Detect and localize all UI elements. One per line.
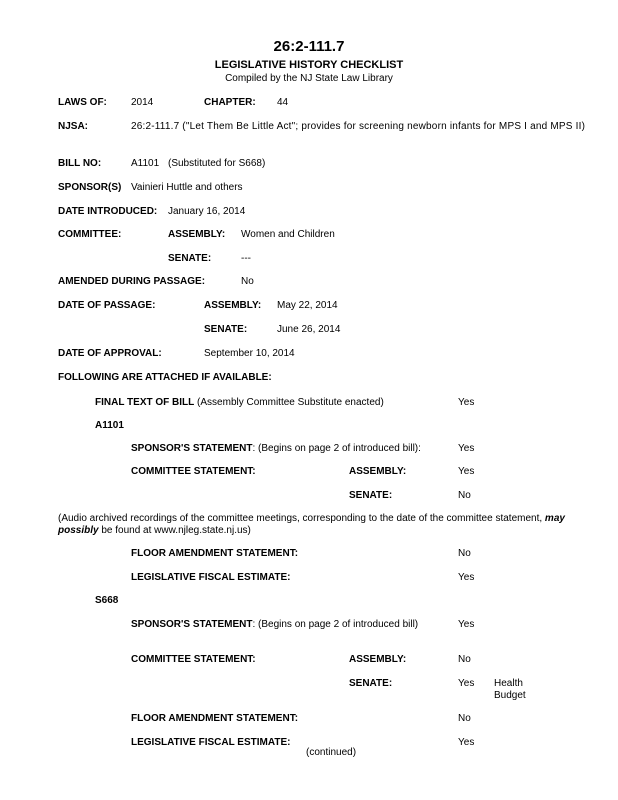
final-text-note: (Assembly Committee Substitute enacted) [197, 397, 384, 408]
njsa-value: 26:2-111.7 ("Let Them Be Little Act"; provides for screening newborn infants for MPS I and MPS II) [131, 121, 586, 132]
bill-substitution-note: (Substituted for S668) [168, 158, 266, 169]
s668-cs-senate-label: SENATE: [349, 678, 393, 689]
committee-assembly-value: Women and Children [241, 229, 335, 240]
s668-committee-statement-label: COMMITTEE STATEMENT: [131, 654, 256, 665]
date-of-approval-label: DATE OF APPROVAL: [58, 348, 162, 359]
s668-fiscal-estimate-value: Yes [458, 737, 475, 748]
sponsors-value: Vainieri Huttle and others [131, 182, 243, 193]
committee-assembly-label: ASSEMBLY: [168, 229, 226, 240]
a1101-sponsor-statement-note: : (Begins on page 2 of introduced bill): [252, 443, 421, 454]
a1101-sponsor-statement-value: Yes [458, 443, 475, 454]
final-text-value: Yes [458, 397, 475, 408]
s668-senate-committee-health: Health [494, 678, 523, 689]
laws-of-value: 2014 [131, 97, 154, 108]
amended-label: AMENDED DURING PASSAGE: [58, 276, 206, 287]
a1101-cs-assembly-value: Yes [458, 466, 475, 477]
final-text-row [95, 397, 384, 409]
a1101-heading: A1101 [95, 420, 124, 431]
s668-heading: S668 [95, 595, 119, 606]
a1101-floor-amendment-value: No [458, 548, 471, 559]
a1101-floor-amendment-label: FLOOR AMENDMENT STATEMENT: [131, 548, 299, 559]
s668-sponsor-statement-row [131, 619, 418, 631]
chapter-label: CHAPTER: [204, 97, 256, 108]
s668-sponsor-statement-label: SPONSOR'S STATEMENT [131, 619, 253, 630]
final-text-label: FINAL TEXT OF BILL [95, 397, 195, 408]
passage-assembly-value: May 22, 2014 [277, 300, 338, 311]
s668-cs-senate-value: Yes [458, 678, 475, 689]
compiled-by: Compiled by the NJ State Law Library [225, 73, 393, 84]
laws-of-label: LAWS OF: [58, 97, 107, 108]
page-title: 26:2-111.7 [273, 38, 345, 55]
a1101-sponsor-statement-row [131, 443, 421, 455]
checklist-heading: LEGISLATIVE HISTORY CHECKLIST [214, 59, 404, 71]
a1101-committee-statement-label: COMMITTEE STATEMENT: [131, 466, 256, 477]
s668-fiscal-estimate-label: LEGISLATIVE FISCAL ESTIMATE: [131, 737, 291, 748]
attached-heading: FOLLOWING ARE ATTACHED IF AVAILABLE: [58, 372, 272, 383]
audio-note-emphasis: may possibly [58, 513, 565, 536]
passage-senate-label: SENATE: [204, 324, 248, 335]
a1101-cs-assembly-label: ASSEMBLY: [349, 466, 407, 477]
bill-no-label: BILL NO: [58, 158, 102, 169]
a1101-fiscal-estimate-value: Yes [458, 572, 475, 583]
committee-senate-value: --- [241, 253, 251, 264]
audio-note-start: (Audio archived recordings of the committee meetings, corresponding to the date of the committee statement, [58, 513, 545, 524]
s668-floor-amendment-value: No [458, 713, 471, 724]
passage-assembly-label: ASSEMBLY: [204, 300, 262, 311]
a1101-fiscal-estimate-label: LEGISLATIVE FISCAL ESTIMATE: [131, 572, 291, 583]
s668-cs-assembly-label: ASSEMBLY: [349, 654, 407, 665]
s668-senate-committee-budget: Budget [494, 690, 526, 701]
a1101-cs-senate-value: No [458, 490, 471, 501]
audio-archive-note [58, 513, 608, 537]
date-of-approval-value: September 10, 2014 [204, 348, 295, 359]
s668-cs-assembly-value: No [458, 654, 471, 665]
continued-note: (continued) [306, 747, 357, 758]
committee-senate-label: SENATE: [168, 253, 212, 264]
bill-no-value: A1101 [131, 158, 160, 169]
passage-senate-value: June 26, 2014 [277, 324, 341, 335]
date-introduced-label: DATE INTRODUCED: [58, 206, 158, 217]
s668-sponsor-statement-note: : (Begins on page 2 of introduced bill) [252, 619, 419, 630]
committee-label: COMMITTEE: [58, 229, 122, 240]
s668-floor-amendment-label: FLOOR AMENDMENT STATEMENT: [131, 713, 299, 724]
audio-note-end: be found at www.njleg.state.nj.us) [98, 525, 251, 536]
njsa-label: NJSA: [58, 121, 89, 132]
a1101-sponsor-statement-label: SPONSOR'S STATEMENT [131, 443, 253, 454]
date-of-passage-label: DATE OF PASSAGE: [58, 300, 156, 311]
chapter-value: 44 [277, 97, 289, 108]
date-introduced-value: January 16, 2014 [168, 206, 246, 217]
amended-value: No [241, 276, 254, 287]
a1101-cs-senate-label: SENATE: [349, 490, 393, 501]
s668-sponsor-statement-value: Yes [458, 619, 475, 630]
sponsors-label: SPONSOR(S) [58, 182, 122, 193]
